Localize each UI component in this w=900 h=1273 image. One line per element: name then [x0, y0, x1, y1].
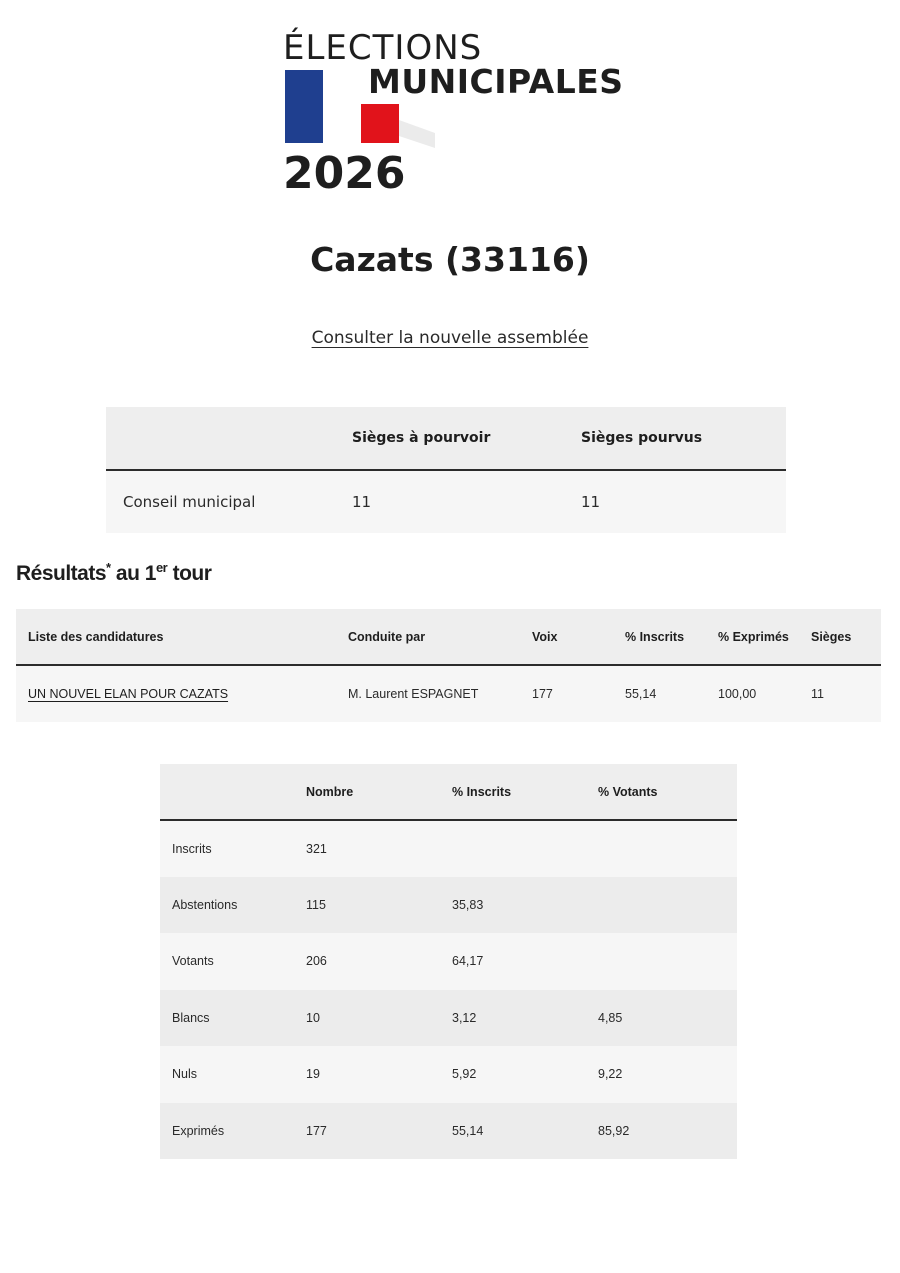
- flag-blue: [285, 70, 323, 143]
- col-header-list: Liste des candidatures: [28, 629, 164, 644]
- candidate-pct-inscrits: 55,14: [625, 687, 657, 701]
- part-nombre: 321: [306, 841, 327, 856]
- part-pct-inscrits: 3,12: [452, 1010, 477, 1025]
- seats-header-empty: [106, 407, 351, 470]
- part-label: Inscrits: [172, 841, 212, 856]
- part-pct-votants: [597, 820, 737, 877]
- part-label: Abstentions: [172, 897, 238, 912]
- table-row: [16, 665, 881, 722]
- col-header-voix: Voix: [532, 629, 558, 644]
- part-pct-inscrits: [451, 820, 597, 877]
- candidates-table: [16, 609, 881, 722]
- part-pct-inscrits: 5,92: [452, 1067, 477, 1082]
- part-label: Blancs: [172, 1010, 210, 1025]
- part-pct-votants: 4,85: [598, 1010, 623, 1025]
- candidate-sieges: 11: [811, 687, 824, 701]
- seats-to-fill: 11: [352, 493, 372, 511]
- col-header-sieges: Sièges: [811, 629, 852, 644]
- candidate-list-cell: [16, 665, 347, 722]
- part-header-empty: [160, 764, 305, 820]
- results-heading-main: Résultats: [16, 562, 107, 585]
- participation-table: [160, 764, 737, 1159]
- part-nombre: 10: [306, 1010, 320, 1025]
- results-heading-star: *: [106, 560, 111, 575]
- part-pct-votants: [597, 933, 737, 990]
- part-label: Votants: [172, 954, 214, 969]
- part-pct-inscrits: 64,17: [452, 954, 484, 969]
- table-row: [160, 877, 737, 934]
- elections-logo: [255, 28, 655, 203]
- col-header-pct-exprimes: % Exprimés: [718, 629, 789, 644]
- seats-header-to-fill: Sièges à pourvoir: [352, 430, 491, 446]
- part-label: Exprimés: [172, 1123, 225, 1138]
- logo-year: 2026: [283, 148, 406, 199]
- assembly-link[interactable]: Consulter la nouvelle assemblée: [311, 328, 589, 348]
- part-header-pct-votants: % Votants: [598, 784, 658, 799]
- seats-header-filled: Sièges pourvus: [581, 430, 703, 446]
- part-nombre: 177: [306, 1123, 327, 1138]
- candidate-pct-exprimes: 100,00: [718, 687, 757, 701]
- candidate-leader: M. Laurent ESPAGNET: [348, 687, 479, 701]
- page-title: Cazats (33116): [310, 240, 590, 279]
- part-pct-votants: [597, 877, 737, 934]
- candidates-header-row: [16, 609, 881, 665]
- results-heading-sup: er: [155, 560, 168, 575]
- table-row: [106, 470, 786, 533]
- part-header-pct-inscrits: % Inscrits: [452, 784, 512, 799]
- part-label: Nuls: [172, 1067, 198, 1082]
- results-heading: [16, 560, 211, 586]
- table-row: [160, 990, 737, 1047]
- participation-header-row: [160, 764, 737, 820]
- candidate-list-link[interactable]: UN NOUVEL ELAN POUR CAZATS: [28, 687, 229, 701]
- part-nombre: 206: [306, 954, 327, 969]
- part-pct-inscrits: 35,83: [452, 897, 484, 912]
- seats-row-label: Conseil municipal: [123, 493, 256, 511]
- col-header-leader: Conduite par: [348, 629, 426, 644]
- seats-filled: 11: [581, 493, 601, 511]
- logo-municipales-text: MUNICIPALES: [368, 62, 624, 101]
- results-heading-end: tour: [167, 562, 212, 585]
- table-row: [160, 820, 737, 877]
- seats-header-row: [106, 407, 786, 470]
- candidate-voix: 177: [532, 687, 553, 701]
- flag-white: [323, 84, 361, 143]
- part-nombre: 19: [306, 1067, 320, 1082]
- part-pct-votants: 9,22: [598, 1067, 623, 1082]
- table-row: [160, 1103, 737, 1160]
- part-nombre: 115: [306, 897, 326, 912]
- table-row: [160, 1046, 737, 1103]
- seats-table: [106, 407, 786, 533]
- col-header-pct-inscrits: % Inscrits: [625, 629, 685, 644]
- assembly-link-container: [0, 328, 900, 348]
- part-pct-votants: 85,92: [598, 1123, 630, 1138]
- flag-red: [361, 104, 399, 143]
- logo-elections-text: ÉLECTIONS: [283, 28, 483, 68]
- table-row: [160, 933, 737, 990]
- results-heading-mid: au 1: [110, 562, 156, 585]
- part-header-nombre: Nombre: [306, 784, 354, 799]
- part-pct-inscrits: 55,14: [452, 1123, 484, 1138]
